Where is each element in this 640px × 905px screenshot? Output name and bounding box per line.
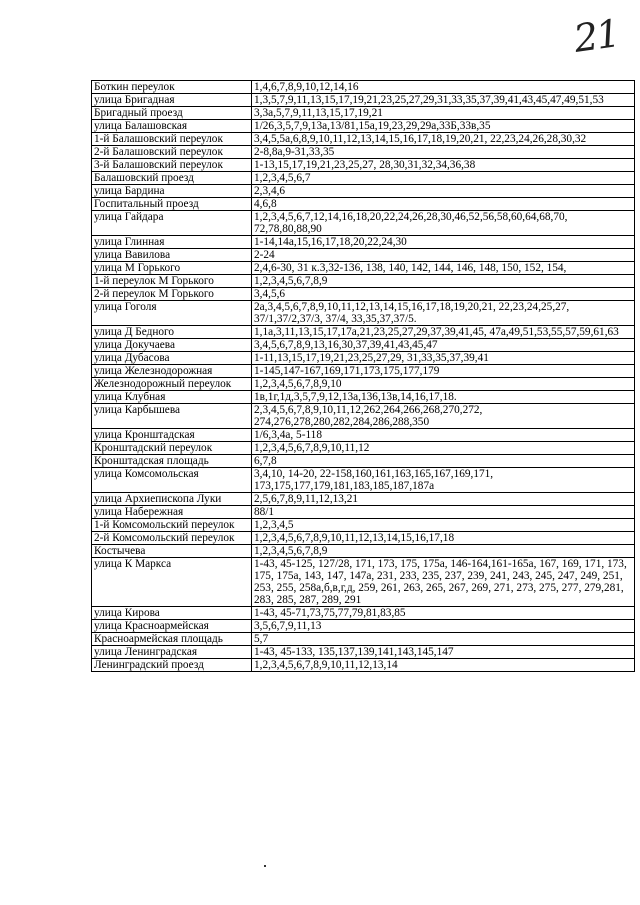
table-row — [92, 185, 635, 198]
house-numbers-cell: 2-24 — [252, 249, 635, 262]
street-name-cell: Боткин переулок — [92, 81, 252, 94]
street-name-cell: улица М Горького — [92, 262, 252, 275]
street-name-cell: 2-й переулок М Горького — [92, 288, 252, 301]
table-row — [92, 288, 635, 301]
table-row — [92, 339, 635, 352]
street-name-cell: 2-й Комсомольский переулок — [92, 532, 252, 545]
table-row — [92, 646, 635, 659]
house-numbers-cell: 1,2,3,4,5,6,7,8,9,10,11,12 — [252, 442, 635, 455]
street-name-cell: улица Красноармейская — [92, 620, 252, 633]
table-row — [92, 558, 635, 607]
street-name-cell: улица Ленинградская — [92, 646, 252, 659]
house-numbers-cell: 1-13,15,17,19,21,23,25,27, 28,30,31,32,34,36,38 — [252, 159, 635, 172]
table-row — [92, 236, 635, 249]
table-row — [92, 455, 635, 468]
table-row — [92, 468, 635, 493]
street-name-cell: Балашовский проезд — [92, 172, 252, 185]
house-numbers-cell: 3,4,5,6,7,8,9,13,16,30,37,39,41,43,45,47 — [252, 339, 635, 352]
table-row — [92, 506, 635, 519]
street-name-cell: улица Набережная — [92, 506, 252, 519]
street-name-cell: улица Дубасова — [92, 352, 252, 365]
house-numbers-cell: 1,4,6,7,8,9,10,12,14,16 — [252, 81, 635, 94]
house-numbers-cell: 4,6,8 — [252, 198, 635, 211]
house-numbers-cell: 1,2,3,4,5 — [252, 519, 635, 532]
house-numbers-cell: 2а,3,4,5,6,7,8,9,10,11,12,13,14,15,16,17,18,19,20,21, 22,23,24,25,27, 37/1,37/2,37/3, 37/4, 33,35,37,37/5. — [252, 301, 635, 326]
street-name-cell: улица Клубная — [92, 391, 252, 404]
house-numbers-cell: 3,4,5,5а,6,8,9,10,11,12,13,14,15,16,17,18,19,20,21, 22,23,24,26,28,30,32 — [252, 133, 635, 146]
table-row — [92, 211, 635, 236]
house-numbers-cell: 2,4,6-30, 31 к.3,32-136, 138, 140, 142, 144, 146, 148, 150, 152, 154, — [252, 262, 635, 275]
street-name-cell: улица Кронштадская — [92, 429, 252, 442]
street-name-cell: улица Глинная — [92, 236, 252, 249]
table-row — [92, 532, 635, 545]
street-name-cell: Костычева — [92, 545, 252, 558]
house-numbers-cell: 1,1а,3,11,13,15,17,17а,21,23,25,27,29,37,39,41,45, 47а,49,51,53,55,57,59,61,63 — [252, 326, 635, 339]
address-table — [91, 80, 635, 672]
house-numbers-cell: 1,2,3,4,5,6,7,8,9 — [252, 545, 635, 558]
street-name-cell: Ленинградский проезд — [92, 659, 252, 672]
street-name-cell: 1-й переулок М Горького — [92, 275, 252, 288]
table-row — [92, 352, 635, 365]
table-row — [92, 133, 635, 146]
table-row — [92, 659, 635, 672]
address-table-body — [92, 81, 635, 672]
table-row — [92, 262, 635, 275]
house-numbers-cell: 1-43, 45-133, 135,137,139,141,143,145,147 — [252, 646, 635, 659]
house-numbers-cell: 1-43, 45-125, 127/28, 171, 173, 175, 175а, 146-164,161-165а, 167, 169, 171, 173, 175, 175а, 143, 147, 147а, 231, 233, 235, 237, 239, 241, 243, 245, 247, 249, 251, 253, 255, 258а,б,в,г,д, 259, 261, 263, 265, 267, 269, 271, 273, 275, 277, 279,281, 283, 285, 287, 289, 291 — [252, 558, 635, 607]
table-row — [92, 633, 635, 646]
street-name-cell: Бригадный проезд — [92, 107, 252, 120]
page-number: 21 — [571, 11, 622, 61]
table-row — [92, 81, 635, 94]
house-numbers-cell: 2,5,6,7,8,9,11,12,13,21 — [252, 493, 635, 506]
house-numbers-cell: 1,2,3,4,5,6,7,8,9,10 — [252, 378, 635, 391]
house-numbers-cell: 1-145,147-167,169,171,173,175,177,179 — [252, 365, 635, 378]
house-numbers-cell: 3,3а,5,7,9,11,13,15,17,19,21 — [252, 107, 635, 120]
house-numbers-cell: 1,2,3,4,5,6,7,8,9,10,11,12,13,14,15,16,17,18 — [252, 532, 635, 545]
house-numbers-cell: 1-43, 45-71,73,75,77,79,81,83,85 — [252, 607, 635, 620]
street-name-cell: улица Бардина — [92, 185, 252, 198]
table-row — [92, 391, 635, 404]
table-row — [92, 275, 635, 288]
street-name-cell: улица Д Бедного — [92, 326, 252, 339]
table-row — [92, 620, 635, 633]
house-numbers-cell: 2,3,4,6 — [252, 185, 635, 198]
street-name-cell: улица К Маркса — [92, 558, 252, 607]
street-name-cell: улица Гоголя — [92, 301, 252, 326]
house-numbers-cell: 88/1 — [252, 506, 635, 519]
house-numbers-cell: 1-11,13,15,17,19,21,23,25,27,29, 31,33,35,37,39,41 — [252, 352, 635, 365]
table-row — [92, 545, 635, 558]
table-row — [92, 429, 635, 442]
house-numbers-cell: 1в,1г,1д,3,5,7,9,12,13а,136,13в,14,16,17,18. — [252, 391, 635, 404]
house-numbers-cell: 3,5,6,7,9,11,13 — [252, 620, 635, 633]
street-name-cell: Кронштадская площадь — [92, 455, 252, 468]
street-name-cell: улица Гайдара — [92, 211, 252, 236]
street-name-cell: Кронштадский переулок — [92, 442, 252, 455]
table-row — [92, 159, 635, 172]
table-row — [92, 607, 635, 620]
house-numbers-cell: 1,2,3,4,5,6,7,12,14,16,18,20,22,24,26,28,30,46,52,56,58,60,64,68,70, 72,78,80,88,90 — [252, 211, 635, 236]
house-numbers-cell: 2-8,8а,9-31,33,35 — [252, 146, 635, 159]
table-row — [92, 172, 635, 185]
scan-speck — [264, 865, 266, 867]
street-name-cell: улица Балашовская — [92, 120, 252, 133]
house-numbers-cell: 1-14,14а,15,16,17,18,20,22,24,30 — [252, 236, 635, 249]
street-name-cell: Красноармейская площадь — [92, 633, 252, 646]
table-row — [92, 107, 635, 120]
table-row — [92, 378, 635, 391]
house-numbers-cell: 1/6,3,4а, 5-118 — [252, 429, 635, 442]
street-name-cell: Железнодорожный переулок — [92, 378, 252, 391]
house-numbers-cell: 1,2,3,4,5,6,7,8,9,10,11,12,13,14 — [252, 659, 635, 672]
table-row — [92, 301, 635, 326]
street-name-cell: улица Кирова — [92, 607, 252, 620]
house-numbers-cell: 1/26,3,5,7,9,13а,13/81,15а,19,23,29,29а,33Б,33в,35 — [252, 120, 635, 133]
house-numbers-cell: 3,4,5,6 — [252, 288, 635, 301]
street-name-cell: 1-й Комсомольский переулок — [92, 519, 252, 532]
table-row — [92, 146, 635, 159]
table-row — [92, 493, 635, 506]
table-row — [92, 326, 635, 339]
street-name-cell: улица Железнодорожная — [92, 365, 252, 378]
house-numbers-cell: 2,3,4,5,6,7,8,9,10,11,12,262,264,266,268,270,272, 274,276,278,280,282,284,286,288,350 — [252, 404, 635, 429]
house-numbers-cell: 1,3,5,7,9,11,13,15,17,19,21,23,25,27,29,31,33,35,37,39,41,43,45,47,49,51,53 — [252, 94, 635, 107]
table-row — [92, 94, 635, 107]
table-row — [92, 442, 635, 455]
house-numbers-cell: 5,7 — [252, 633, 635, 646]
house-numbers-cell: 1,2,3,4,5,6,7 — [252, 172, 635, 185]
street-name-cell: 1-й Балашовский переулок — [92, 133, 252, 146]
table-row — [92, 365, 635, 378]
house-numbers-cell: 3,4,10, 14-20, 22-158,160,161,163,165,167,169,171, 173,175,177,179,181,183,185,187,187а — [252, 468, 635, 493]
street-name-cell: улица Карбышева — [92, 404, 252, 429]
street-name-cell: улица Архиепископа Луки — [92, 493, 252, 506]
table-row — [92, 249, 635, 262]
street-name-cell: улица Докучаева — [92, 339, 252, 352]
street-name-cell: улица Комсомольская — [92, 468, 252, 493]
house-numbers-cell: 6,7,8 — [252, 455, 635, 468]
street-name-cell: улица Бригадная — [92, 94, 252, 107]
table-row — [92, 198, 635, 211]
table-row — [92, 404, 635, 429]
street-name-cell: 2-й Балашовский переулок — [92, 146, 252, 159]
street-name-cell: 3-й Балашовский переулок — [92, 159, 252, 172]
table-row — [92, 120, 635, 133]
table-row — [92, 519, 635, 532]
street-name-cell: Госпитальный проезд — [92, 198, 252, 211]
house-numbers-cell: 1,2,3,4,5,6,7,8,9 — [252, 275, 635, 288]
street-name-cell: улица Вавилова — [92, 249, 252, 262]
